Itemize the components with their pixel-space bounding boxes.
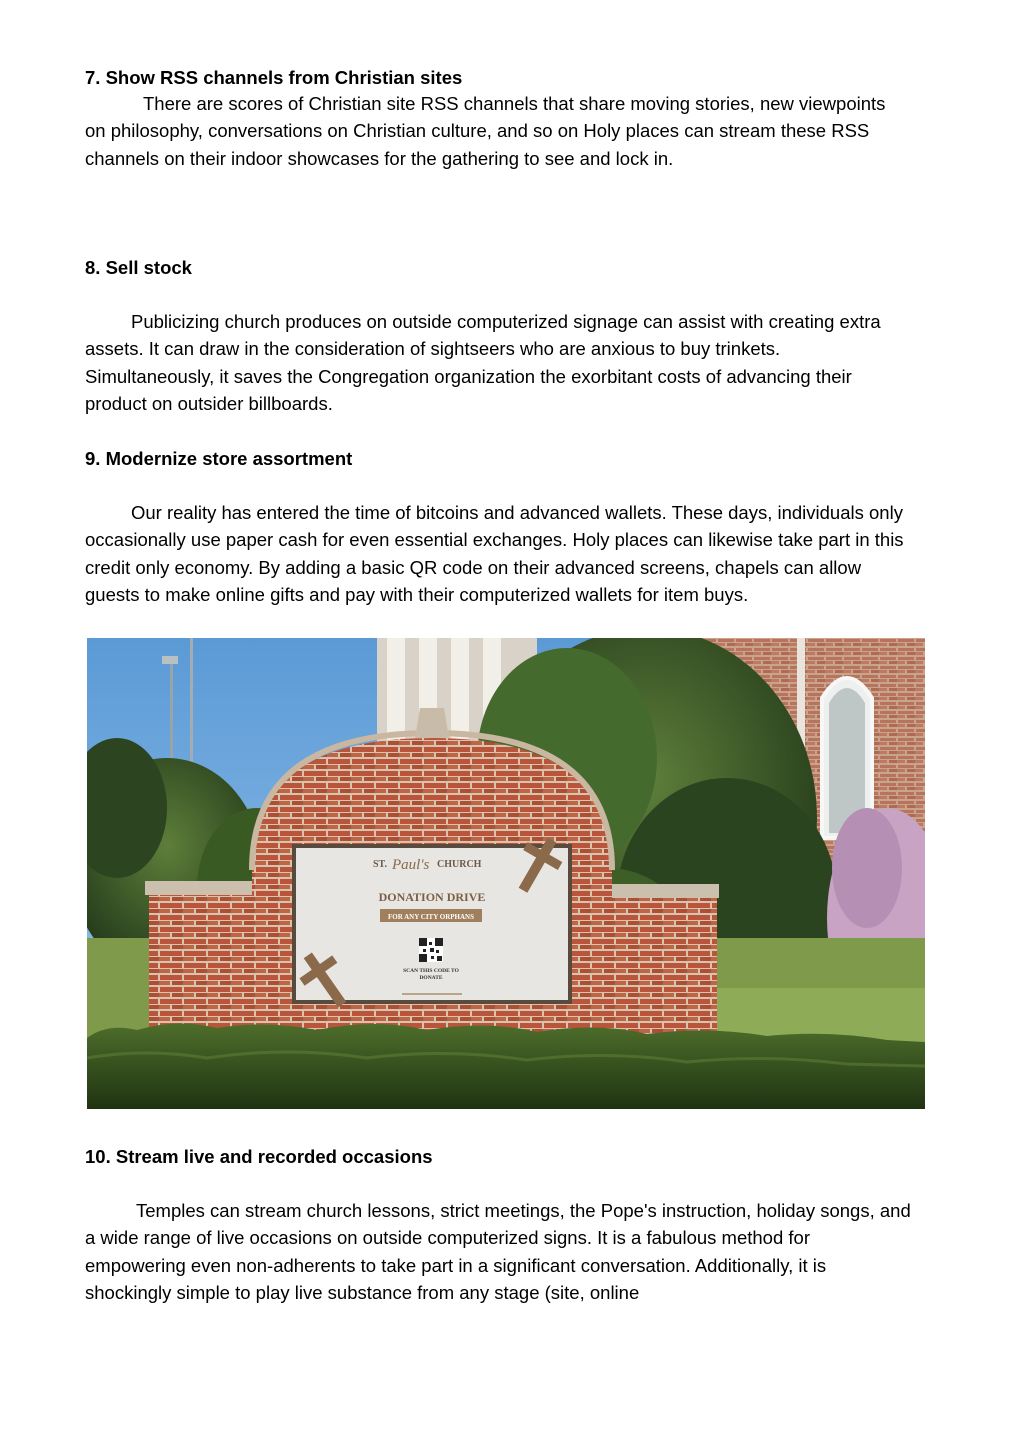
section-heading: 9. Modernize store assortment: [85, 448, 353, 469]
section-heading: 7. Show RSS channels from Christian sites: [85, 67, 463, 88]
sign-scan-line2: DONATE: [419, 975, 443, 981]
section-paragraph: There are scores of Christian site RSS channels that share moving stories, new viewpoints on philosophy, conversations on Christian culture, and so on Holy places can stream these RSS channels on their indoor showcases for the gathering to see and lock in.: [85, 93, 886, 169]
sign-church-script: Paul's: [392, 857, 430, 873]
section-heading: 10. Stream live and recorded occasions: [85, 1146, 433, 1167]
qr-code-icon: [419, 938, 443, 962]
section-paragraph: Publicizing church produces on outside computerized signage can assist with creating extra assets. It can draw in the consideration of sightseers who are anxious to buy trinkets. Simultaneously, it saves the Congregation organization the exorbitant costs of advancing their product on outsider billboards.: [85, 311, 881, 414]
section-paragraph: Temples can stream church lessons, strict meetings, the Pope's instruction, holiday songs, and a wide range of live occasions on outside computerized signs. It is a fabulous method for empowering even non-adherents to take part in a significant conversation. Additionally, it is shockingly simple to play live substance from any stage (site, online: [85, 1200, 911, 1303]
church-sign-photo: [87, 638, 925, 1109]
sign-title: DONATION DRIVE: [378, 890, 486, 904]
section-paragraph: Our reality has entered the time of bitcoins and advanced wallets. These days, individuals only occasionally use paper cash for even essential exchanges. Holy places can likewise take part in this credit only economy. By adding a basic QR code on their advanced screens, chapels can allow guests to make online gifts and pay with their computerized wallets for item buys.: [85, 502, 904, 605]
sign-church-prefix: ST.: [373, 859, 387, 870]
sign-scan-line1: SCAN THIS CODE TO: [403, 968, 459, 974]
section-heading: 8. Sell stock: [85, 257, 192, 278]
sign-church-suffix: CHURCH: [437, 859, 482, 870]
sign-subtitle: FOR ANY CITY ORPHANS: [387, 913, 475, 921]
